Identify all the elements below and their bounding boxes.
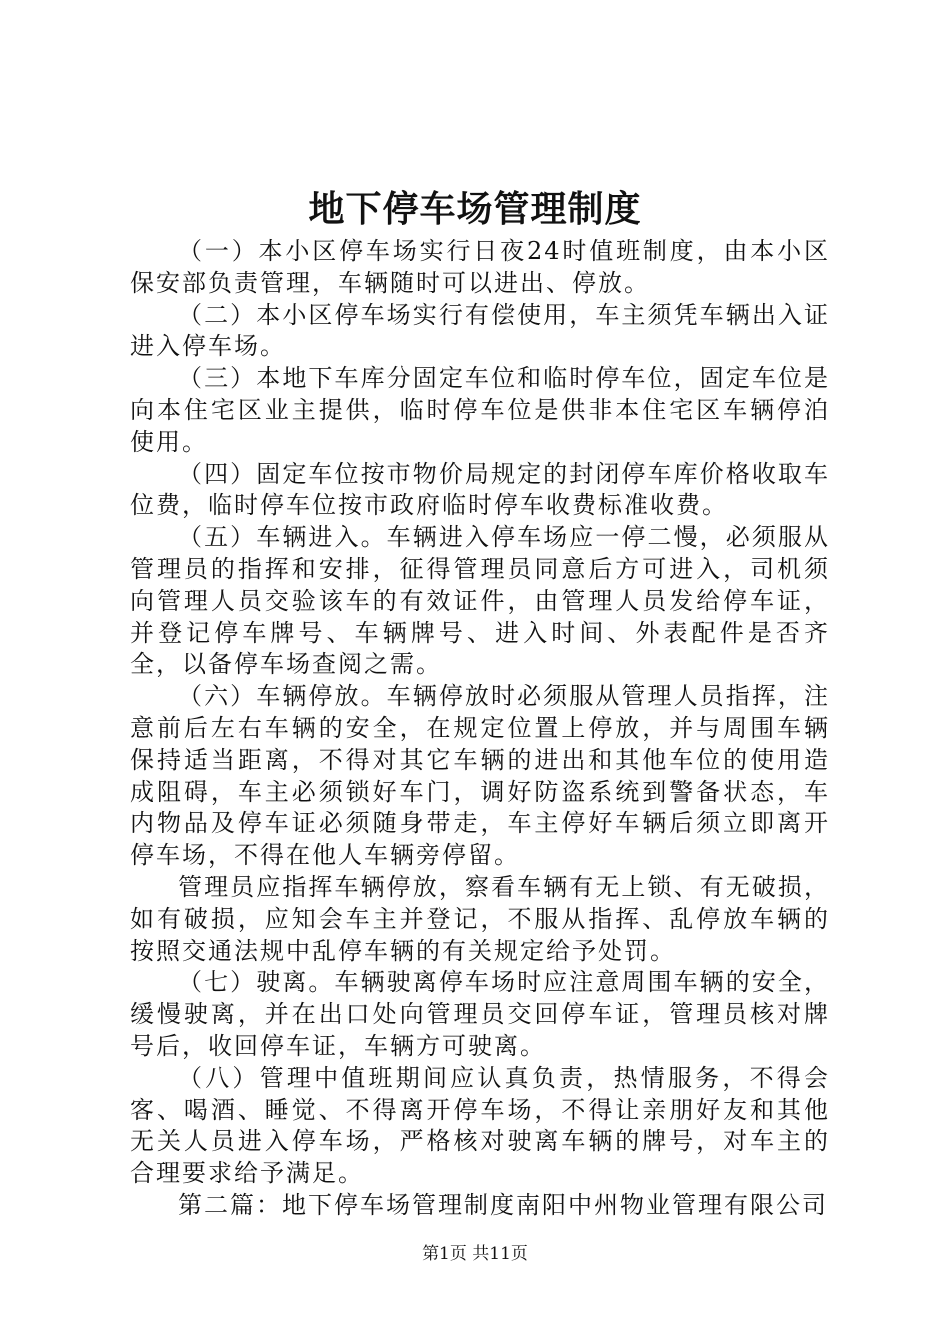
paragraph-9: （八）管理中值班期间应认真负责，热情服务，不得会客、喝酒、睡觉、不得离开停车场，不得让亲朋好友和其他无关人员进入停车场，严格核对驶离车辆的牌号，对车主的合理要求给予满足。 bbox=[130, 1063, 830, 1188]
paragraph-5: （五）车辆进入。车辆进入停车场应一停二慢，必须服从管理员的指挥和安排，征得管理员同意后方可进入，司机须向管理人员交验该车的有效证件，由管理人员发给停车证，并登记停车牌号、车辆牌号、进入时间、外表配件是否齐全，以备停车场查阅之需。 bbox=[130, 523, 830, 679]
paragraph-6: （六）车辆停放。车辆停放时必须服从管理人员指挥，注意前后左右车辆的安全，在规定位置上停放，并与周围车辆保持适当距离，不得对其它车辆的进出和其他车位的使用造成阻碍，车主必须锁好车门，调好防盗系统到警备状态，车内物品及停车证必须随身带走，车主停好车辆后须立即离开停车场，不得在他人车辆旁停留。 bbox=[130, 682, 830, 870]
page-footer: 第1页 共11页 bbox=[422, 1244, 528, 1264]
paragraph-2: （二）本小区停车场实行有偿使用，车主须凭车辆出入证进入停车场。 bbox=[130, 300, 830, 361]
paragraph-1: （一）本小区停车场实行日夜24时值班制度，由本小区保安部负责管理，车辆随时可以进出、停放。 bbox=[130, 237, 830, 297]
paragraph-10: 第二篇：地下停车场管理制度南阳中州物业管理有限公司 bbox=[178, 1190, 828, 1219]
paragraph-7: 管理员应指挥车辆停放，察看车辆有无上锁、有无破损，如有破损，应知会车主并登记，不服从指挥、乱停放车辆的按照交通法规中乱停车辆的有关规定给予处罚。 bbox=[130, 872, 830, 965]
document-title: 地下停车场管理制度 bbox=[308, 188, 642, 230]
paragraph-8: （七）驶离。车辆驶离停车场时应注意周围车辆的安全，缓慢驶离，并在出口处向管理员交回停车证，管理员核对牌号后，收回停车证，车辆方可驶离。 bbox=[130, 968, 830, 1060]
paragraph-4: （四）固定车位按市物价局规定的封闭停车库价格收取车位费，临时停车位按市政府临时停车收费标准收费。 bbox=[130, 459, 830, 520]
paragraph-3: （三）本地下车库分固定车位和临时停车位，固定车位是向本住宅区业主提供，临时停车位是供非本住宅区车辆停泊使用。 bbox=[130, 364, 830, 456]
document-body bbox=[130, 236, 830, 1222]
